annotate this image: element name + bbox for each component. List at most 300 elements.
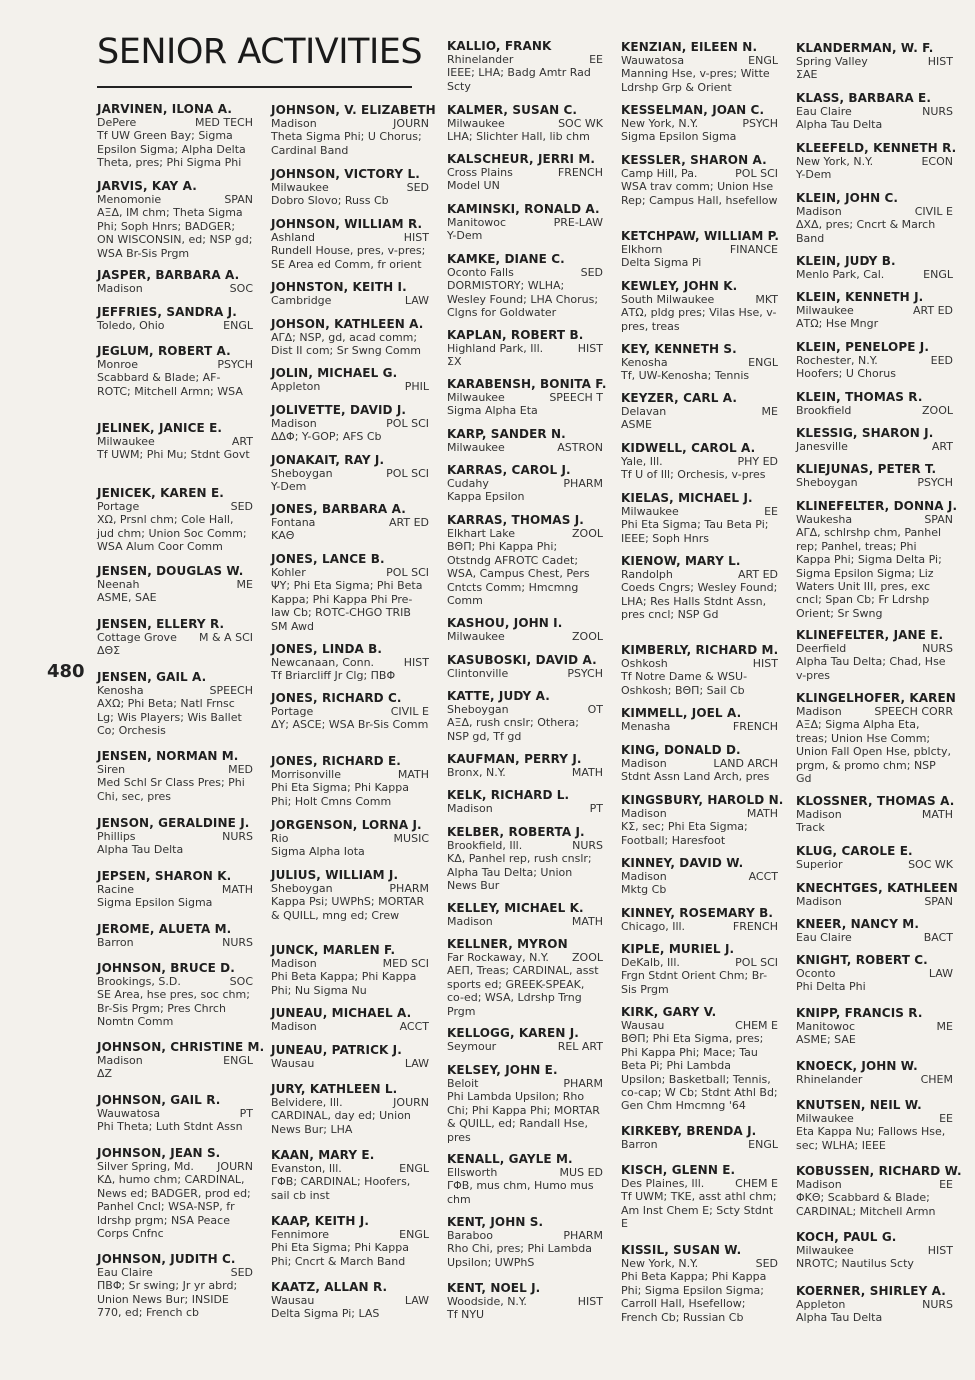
entry-body	[447, 1166, 603, 1206]
hometown-major-row	[621, 167, 778, 180]
major: POL SCI	[386, 566, 429, 579]
hometown-major-row	[621, 1177, 778, 1190]
hometown-major-row	[447, 667, 603, 680]
major: HIST	[752, 657, 778, 670]
student-name: JUNEAU, PATRICK J.	[271, 1043, 402, 1057]
student-name: KENT, NOEL J.	[447, 1281, 541, 1295]
entry-body	[621, 1257, 778, 1324]
major: ME	[236, 578, 253, 591]
entry-body	[271, 181, 429, 208]
major: SED	[406, 181, 429, 194]
senior-entry	[447, 752, 603, 779]
entry-body	[796, 705, 953, 785]
entry-body	[447, 667, 603, 680]
activities: Manning Hse, v-pres; Witte Ldrshp Grp & Orient	[621, 67, 770, 94]
student-name: KARABENSH, BONITA F.	[447, 377, 607, 391]
student-name: KING, DONALD D.	[621, 743, 741, 757]
student-name: KLASS, BARBARA E.	[796, 91, 931, 105]
major: SPAN	[224, 193, 253, 206]
entry-body	[447, 166, 603, 193]
student-name: JOHSON, KATHLEEN A.	[271, 317, 424, 331]
activities: Tf Notre Dame & WSU-Oshkosh; ΒΘΠ; Sail Cb	[621, 670, 748, 697]
hometown-major-row	[447, 766, 603, 779]
major: MATH	[746, 807, 778, 820]
senior-entry	[621, 743, 778, 784]
senior-entry	[97, 922, 253, 949]
major: MUS ED	[559, 1166, 603, 1179]
student-name: JENSON, GERALDINE J.	[97, 816, 250, 830]
hometown-major-row	[97, 578, 253, 591]
major: HIST	[577, 1295, 603, 1308]
major: MED	[228, 763, 253, 776]
student-name: KARRAS, CAROL J.	[447, 463, 571, 477]
activities: Mktg Cb	[621, 883, 667, 897]
entry-body	[796, 967, 953, 994]
senior-entry	[271, 642, 429, 683]
student-name: KAMKE, DIANE C.	[447, 252, 565, 266]
hometown: Ellsworth	[447, 1166, 498, 1179]
activities: Track	[796, 821, 825, 835]
student-name: JOHNSON, V. ELIZABETH	[271, 103, 436, 117]
hometown-major-row	[447, 441, 603, 454]
senior-entry	[97, 102, 253, 170]
student-name: KENALL, GAYLE M.	[447, 1152, 573, 1166]
major: CHEM E	[735, 1177, 778, 1190]
student-name: JONES, RICHARD E.	[271, 754, 401, 768]
entry-body	[796, 858, 953, 871]
senior-entry	[796, 1164, 962, 1218]
hometown-major-row	[621, 356, 778, 369]
major: LAW	[404, 1057, 429, 1070]
major: ART ED	[912, 304, 953, 317]
hometown: Ashland	[271, 231, 315, 244]
hometown: Madison	[621, 807, 667, 820]
entry-body	[447, 342, 603, 369]
student-name: KAUFMAN, PERRY J.	[447, 752, 582, 766]
major: ME	[761, 405, 778, 418]
hometown: Madison	[271, 1020, 317, 1033]
student-name: KAMINSKI, RONALD A.	[447, 202, 600, 216]
entry-body	[271, 705, 429, 732]
hometown: Barron	[97, 936, 134, 949]
activities: IEEE; LHA; Badg Amtr Rad Scty	[447, 66, 591, 93]
activities: DORMISTORY; WLHA; Wesley Found; LHA Chorus; Clgns for Goldwater	[447, 279, 599, 320]
hometown: Manitowoc	[796, 1020, 856, 1033]
entry-body	[97, 1054, 253, 1081]
entry-body	[796, 476, 953, 489]
hometown-major-row	[97, 319, 253, 332]
major: LAW	[404, 1294, 429, 1307]
entry-body	[447, 1295, 603, 1322]
senior-entry	[447, 152, 603, 193]
activities: ΑΤΩ, pldg pres; Vilas Hse, v-pres, treas	[621, 306, 777, 333]
activities: ΠΒΦ; Sr swing; Jr yr abrd; Union News Bur; INSIDE 770, ed; French cb	[97, 1279, 238, 1320]
senior-entry	[796, 191, 953, 245]
student-name: JENICEK, KAREN E.	[97, 486, 224, 500]
entry-body	[97, 631, 253, 658]
student-name: KIPLE, MURIEL J.	[621, 942, 735, 956]
activities: ΑΓΔ, schlrshp chm, Panhel rep; Panhel, treas; Phi Kappa Phi; Sigma Delta Pi; Sigma Epsilon Sigma; Liz Waters Unit III, pres, exc cncl; Span Cb; Fr Ldrshp Orient; Sr Swng	[796, 526, 942, 620]
entry-body	[97, 975, 253, 1029]
hometown: Des Plaines, Ill.	[621, 1177, 705, 1190]
hometown-major-row	[621, 956, 778, 969]
hometown-major-row	[796, 1298, 953, 1311]
hometown: Madison	[97, 282, 143, 295]
entry-body	[97, 358, 253, 398]
senior-entry	[97, 305, 253, 332]
activities: Tf Briarcliff Jr Clg; ΠΒΦ	[271, 669, 396, 683]
activities: ASME, SAE	[97, 591, 157, 605]
student-name: KELBER, ROBERTA J.	[447, 825, 585, 839]
hometown-major-row	[796, 1073, 953, 1086]
hometown: Kenosha	[97, 684, 144, 697]
hometown: Wauwatosa	[621, 54, 685, 67]
hometown-major-row	[796, 155, 953, 168]
hometown-major-row	[447, 951, 603, 964]
entry-body	[796, 1073, 953, 1086]
student-name: JUNCK, MARLEN F.	[271, 943, 396, 957]
hometown: Elkhart Lake	[447, 527, 516, 540]
hometown-major-row	[796, 895, 953, 908]
major: POL SCI	[386, 417, 429, 430]
hometown: Cross Plains	[447, 166, 513, 179]
entry-body	[796, 55, 953, 82]
student-name: KALMER, SUSAN C.	[447, 103, 578, 117]
major: ASTRON	[557, 441, 603, 454]
major: NURS	[222, 830, 253, 843]
major: REL ART	[557, 1040, 603, 1053]
entry-body	[271, 656, 429, 683]
hometown: Oshkosh	[621, 657, 668, 670]
hometown: Madison	[447, 915, 493, 928]
hometown: Oconto Falls	[447, 266, 514, 279]
senior-entry	[621, 856, 778, 897]
student-name: KAAP, KEITH J.	[271, 1214, 369, 1228]
student-name: KELLNER, MYRON	[447, 937, 568, 951]
activities: ΑΞΔ, rush cnslr; Othera; NSP gd, Tf gd	[447, 716, 579, 743]
hometown-major-row	[271, 380, 429, 393]
student-name: KELSEY, JOHN E.	[447, 1063, 558, 1077]
activities: Alpha Tau Delta; Chad, Hse v-pres	[796, 655, 946, 682]
senior-entry	[796, 1284, 953, 1325]
student-name: KASUBOSKI, DAVID A.	[447, 653, 597, 667]
senior-entry	[271, 1082, 429, 1136]
activities: Tf UWM; ΤΚΕ, asst athl chm; Am Inst Chem E; Scty Stdnt E	[621, 1190, 777, 1231]
major: PHARM	[563, 1077, 603, 1090]
senior-entry	[447, 653, 603, 680]
hometown: Menasha	[621, 720, 671, 733]
hometown: Seymour	[447, 1040, 497, 1053]
hometown: Milwaukee	[447, 391, 505, 404]
major: SED	[230, 500, 253, 513]
hometown: Deerfield	[796, 642, 847, 655]
major: POL SCI	[735, 167, 778, 180]
entry-body	[97, 830, 253, 857]
student-name: JOLIN, MICHAEL G.	[271, 366, 398, 380]
entry-body	[97, 435, 253, 462]
activities: SE Area, hse pres, soc chm; Br-Sis Prgm; Pres Chrch Nomtn Comm	[97, 988, 250, 1029]
hometown-major-row	[447, 1295, 603, 1308]
senior-entry	[97, 961, 253, 1029]
hometown: Milwaukee	[621, 505, 679, 518]
hometown-major-row	[447, 839, 603, 852]
hometown-major-row	[796, 705, 953, 718]
hometown: Rhinelander	[796, 1073, 863, 1086]
entry-body	[447, 915, 603, 928]
hometown: Morrisonville	[271, 768, 342, 781]
student-name: KIENOW, MARY L.	[621, 554, 741, 568]
hometown-major-row	[447, 391, 603, 404]
hometown: Madison	[796, 895, 842, 908]
activities: Phi Lambda Upsilon; Rho Chi; Phi Kappa Phi; MORTAR & QUILL, ed; Randall Hse, pres	[447, 1090, 600, 1144]
entry-body	[97, 684, 253, 738]
entry-body	[796, 513, 953, 620]
hometown: Manitowoc	[447, 216, 507, 229]
hometown: Milwaukee	[447, 630, 505, 643]
entry-body	[271, 380, 429, 393]
hometown: Spring Valley	[796, 55, 868, 68]
entry-body	[271, 231, 429, 271]
hometown-major-row	[97, 975, 253, 988]
entry-body	[271, 467, 429, 494]
hometown-major-row	[447, 527, 603, 540]
senior-entry	[271, 1006, 429, 1033]
hometown-major-row	[97, 500, 253, 513]
activities: NROTC; Nautilus Scty	[796, 1257, 914, 1271]
hometown-major-row	[796, 1178, 953, 1191]
hometown: Milwaukee	[97, 435, 155, 448]
major: HIST	[927, 55, 953, 68]
entry-body	[97, 883, 253, 910]
senior-entry	[447, 202, 603, 243]
hometown-major-row	[796, 967, 953, 980]
entry-body	[621, 568, 778, 622]
hometown: Janesville	[796, 440, 848, 453]
major: PHARM	[389, 882, 429, 895]
major: ENGL	[748, 1138, 778, 1151]
hometown-major-row	[271, 181, 429, 194]
entry-body	[796, 205, 953, 245]
senior-entry	[447, 427, 603, 454]
major: CIVIL E	[914, 205, 953, 218]
entry-body	[796, 268, 953, 281]
hometown: Madison	[621, 757, 667, 770]
senior-entry	[271, 217, 429, 271]
hometown-major-row	[271, 1057, 429, 1070]
entry-body	[796, 642, 953, 682]
title-rule	[97, 86, 412, 88]
student-name: KESSELMAN, JOAN C.	[621, 103, 765, 117]
hometown-major-row	[271, 1162, 429, 1175]
senior-entry	[447, 1026, 603, 1053]
student-name: JEPSEN, SHARON K.	[97, 869, 232, 883]
major: ENGL	[923, 268, 953, 281]
hometown-major-row	[271, 117, 429, 130]
student-name: JARVIS, KAY A.	[97, 179, 197, 193]
entry-body	[97, 763, 253, 803]
hometown: Siren	[97, 763, 126, 776]
activities: ΑΞΔ; Sigma Alpha Eta, treas; Union Hse Comm; Union Fall Open Hse, pblcty, prgm, & promo chm; NSP Gd	[796, 718, 951, 786]
activities: ΧΩ, Prsnl chm; Cole Hall, jud chm; Union Soc Comm; WSA Alum Coor Comm	[97, 513, 247, 554]
hometown-major-row	[796, 404, 953, 417]
major: JOURN	[217, 1160, 253, 1173]
major: MATH	[221, 883, 253, 896]
hometown: Rochester, N.Y.	[796, 354, 878, 367]
hometown: Menlo Park, Cal.	[796, 268, 885, 281]
hometown: Brookfield, Ill.	[447, 839, 523, 852]
entry-body	[621, 243, 778, 270]
student-name: JOHNSON, VICTORY L.	[271, 167, 420, 181]
hometown-major-row	[796, 268, 953, 281]
student-name: JENSEN, NORMAN M.	[97, 749, 239, 763]
hometown-major-row	[97, 358, 253, 371]
entry-body	[271, 957, 429, 997]
hometown-major-row	[97, 193, 253, 206]
hometown: Highland Park, Ill.	[447, 342, 544, 355]
senior-entry	[796, 340, 953, 381]
entry-body	[271, 1228, 429, 1268]
senior-entry	[621, 103, 778, 144]
major: PT	[239, 1107, 253, 1120]
student-name: JUNEAU, MICHAEL A.	[271, 1006, 412, 1020]
major: ZOOL	[922, 404, 953, 417]
student-name: JASPER, BARBARA A.	[97, 268, 240, 282]
student-name: KNIGHT, ROBERT C.	[796, 953, 928, 967]
hometown-major-row	[447, 53, 603, 66]
activities: Alpha Tau Delta	[796, 118, 883, 132]
student-name: KNECHTGES, KATHLEEN	[796, 881, 958, 895]
entry-body	[796, 304, 953, 331]
student-name: JOHNSON, GAIL R.	[97, 1093, 221, 1107]
student-name: JONES, LANCE B.	[271, 552, 385, 566]
hometown: Milwaukee	[447, 117, 505, 130]
student-name: KELLOGG, KAREN J.	[447, 1026, 579, 1040]
activities: ΔΥ; ASCE; WSA Br-Sis Comm	[271, 718, 429, 732]
hometown: Milwaukee	[447, 441, 505, 454]
senior-entry	[796, 141, 957, 182]
entry-body	[621, 720, 778, 733]
hometown: Oconto	[796, 967, 836, 980]
entry-body	[447, 53, 603, 93]
entry-body	[271, 516, 429, 543]
student-name: KLESSIG, SHARON J.	[796, 426, 934, 440]
activities: Phi Eta Sigma; Phi Kappa Phi; Cncrt & March Band	[271, 1241, 409, 1268]
hometown: Portage	[271, 705, 314, 718]
student-name: KOCH, PAUL G.	[796, 1230, 897, 1244]
senior-entry	[271, 103, 436, 157]
student-name: KOERNER, SHIRLEY A.	[796, 1284, 946, 1298]
student-name: KLEIN, PENELOPE J.	[796, 340, 930, 354]
hometown-major-row	[271, 768, 429, 781]
activities: ΑΧΩ; Phi Beta; Natl Frnsc Lg; Wis Players; Wis Ballet Co; Orchesis	[97, 697, 242, 738]
activities: ΦΚΘ; Scabbard & Blade; CARDINAL; Mitchell Armn	[796, 1191, 936, 1218]
senior-entry	[796, 794, 953, 835]
senior-entry	[97, 670, 253, 738]
senior-entry	[621, 706, 778, 733]
hometown-major-row	[97, 1107, 253, 1120]
entry-body	[97, 1107, 253, 1134]
senior-entry	[271, 818, 429, 859]
major: EED	[930, 354, 953, 367]
activities: ΔΔΦ; Y-GOP; AFS Cb	[271, 430, 382, 444]
major: MED TECH	[194, 116, 253, 129]
activities: ΚΑΘ	[271, 529, 295, 543]
senior-entry	[271, 366, 429, 393]
hometown-major-row	[271, 832, 429, 845]
senior-entry	[796, 628, 953, 682]
major: POL SCI	[386, 467, 429, 480]
hometown: Madison	[271, 957, 317, 970]
hometown: Waukesha	[796, 513, 853, 526]
hometown-major-row	[621, 720, 778, 733]
major: PHARM	[563, 1229, 603, 1242]
senior-entry	[621, 643, 778, 697]
senior-entry	[796, 1006, 953, 1047]
major: CHEM	[920, 1073, 953, 1086]
major: ENGL	[223, 319, 253, 332]
page-title: SENIOR ACTIVITIES	[97, 32, 423, 72]
activities: ASME	[621, 418, 652, 432]
major: HIST	[927, 1244, 953, 1257]
entry-body	[97, 193, 253, 260]
activities: Model UN	[447, 179, 500, 193]
hometown-major-row	[97, 435, 253, 448]
major: NURS	[922, 1298, 953, 1311]
hometown-major-row	[447, 342, 603, 355]
student-name: KAPLAN, ROBERT B.	[447, 328, 584, 342]
student-name: KLEEFELD, KENNETH R.	[796, 141, 957, 155]
hometown: Beloit	[447, 1077, 479, 1090]
entry-body	[796, 1020, 953, 1047]
hometown-major-row	[621, 1257, 778, 1270]
student-name: KAATZ, ALLAN R.	[271, 1280, 388, 1294]
senior-entry	[447, 616, 603, 643]
hometown: Eau Claire	[97, 1266, 153, 1279]
hometown-major-row	[97, 1266, 253, 1279]
entry-body	[621, 657, 778, 697]
activities: ΓΦΒ, mus chm, Humo mus chm	[447, 1179, 594, 1206]
hometown: New York, N.Y.	[621, 1257, 699, 1270]
major: SOC WK	[908, 858, 953, 871]
activities: ΨΥ; Phi Eta Sigma; Phi Beta Kappa; Phi Kappa Phi Pre-law Cb; ROTC-CHGO TRIB SM Awd	[271, 579, 423, 633]
entry-body	[796, 808, 953, 835]
hometown-major-row	[447, 166, 603, 179]
hometown-major-row	[621, 568, 778, 581]
hometown-major-row	[796, 1244, 953, 1257]
hometown-major-row	[796, 304, 953, 317]
senior-entry	[447, 1152, 603, 1206]
activities: Y-Dem	[796, 168, 832, 182]
activities: ΔΖ	[97, 1067, 113, 1081]
entry-body	[97, 1266, 253, 1320]
entry-body	[621, 1019, 778, 1113]
major: CHEM E	[735, 1019, 778, 1032]
activities: Med Schl Sr Class Pres; Phi Chi, sec, pres	[97, 776, 245, 803]
activities: ASME; SAE	[796, 1033, 856, 1047]
activities: Tf, UW-Kenosha; Tennis	[621, 369, 750, 383]
senior-entry	[447, 788, 603, 815]
major: NURS	[222, 936, 253, 949]
entry-body	[621, 293, 778, 333]
hometown-major-row	[447, 630, 603, 643]
hometown-major-row	[796, 642, 953, 655]
student-name: KARP, SANDER N.	[447, 427, 566, 441]
entry-body	[621, 455, 778, 482]
major: POL SCI	[735, 956, 778, 969]
entry-body	[447, 630, 603, 643]
hometown-major-row	[447, 802, 603, 815]
major: MATH	[571, 915, 603, 928]
